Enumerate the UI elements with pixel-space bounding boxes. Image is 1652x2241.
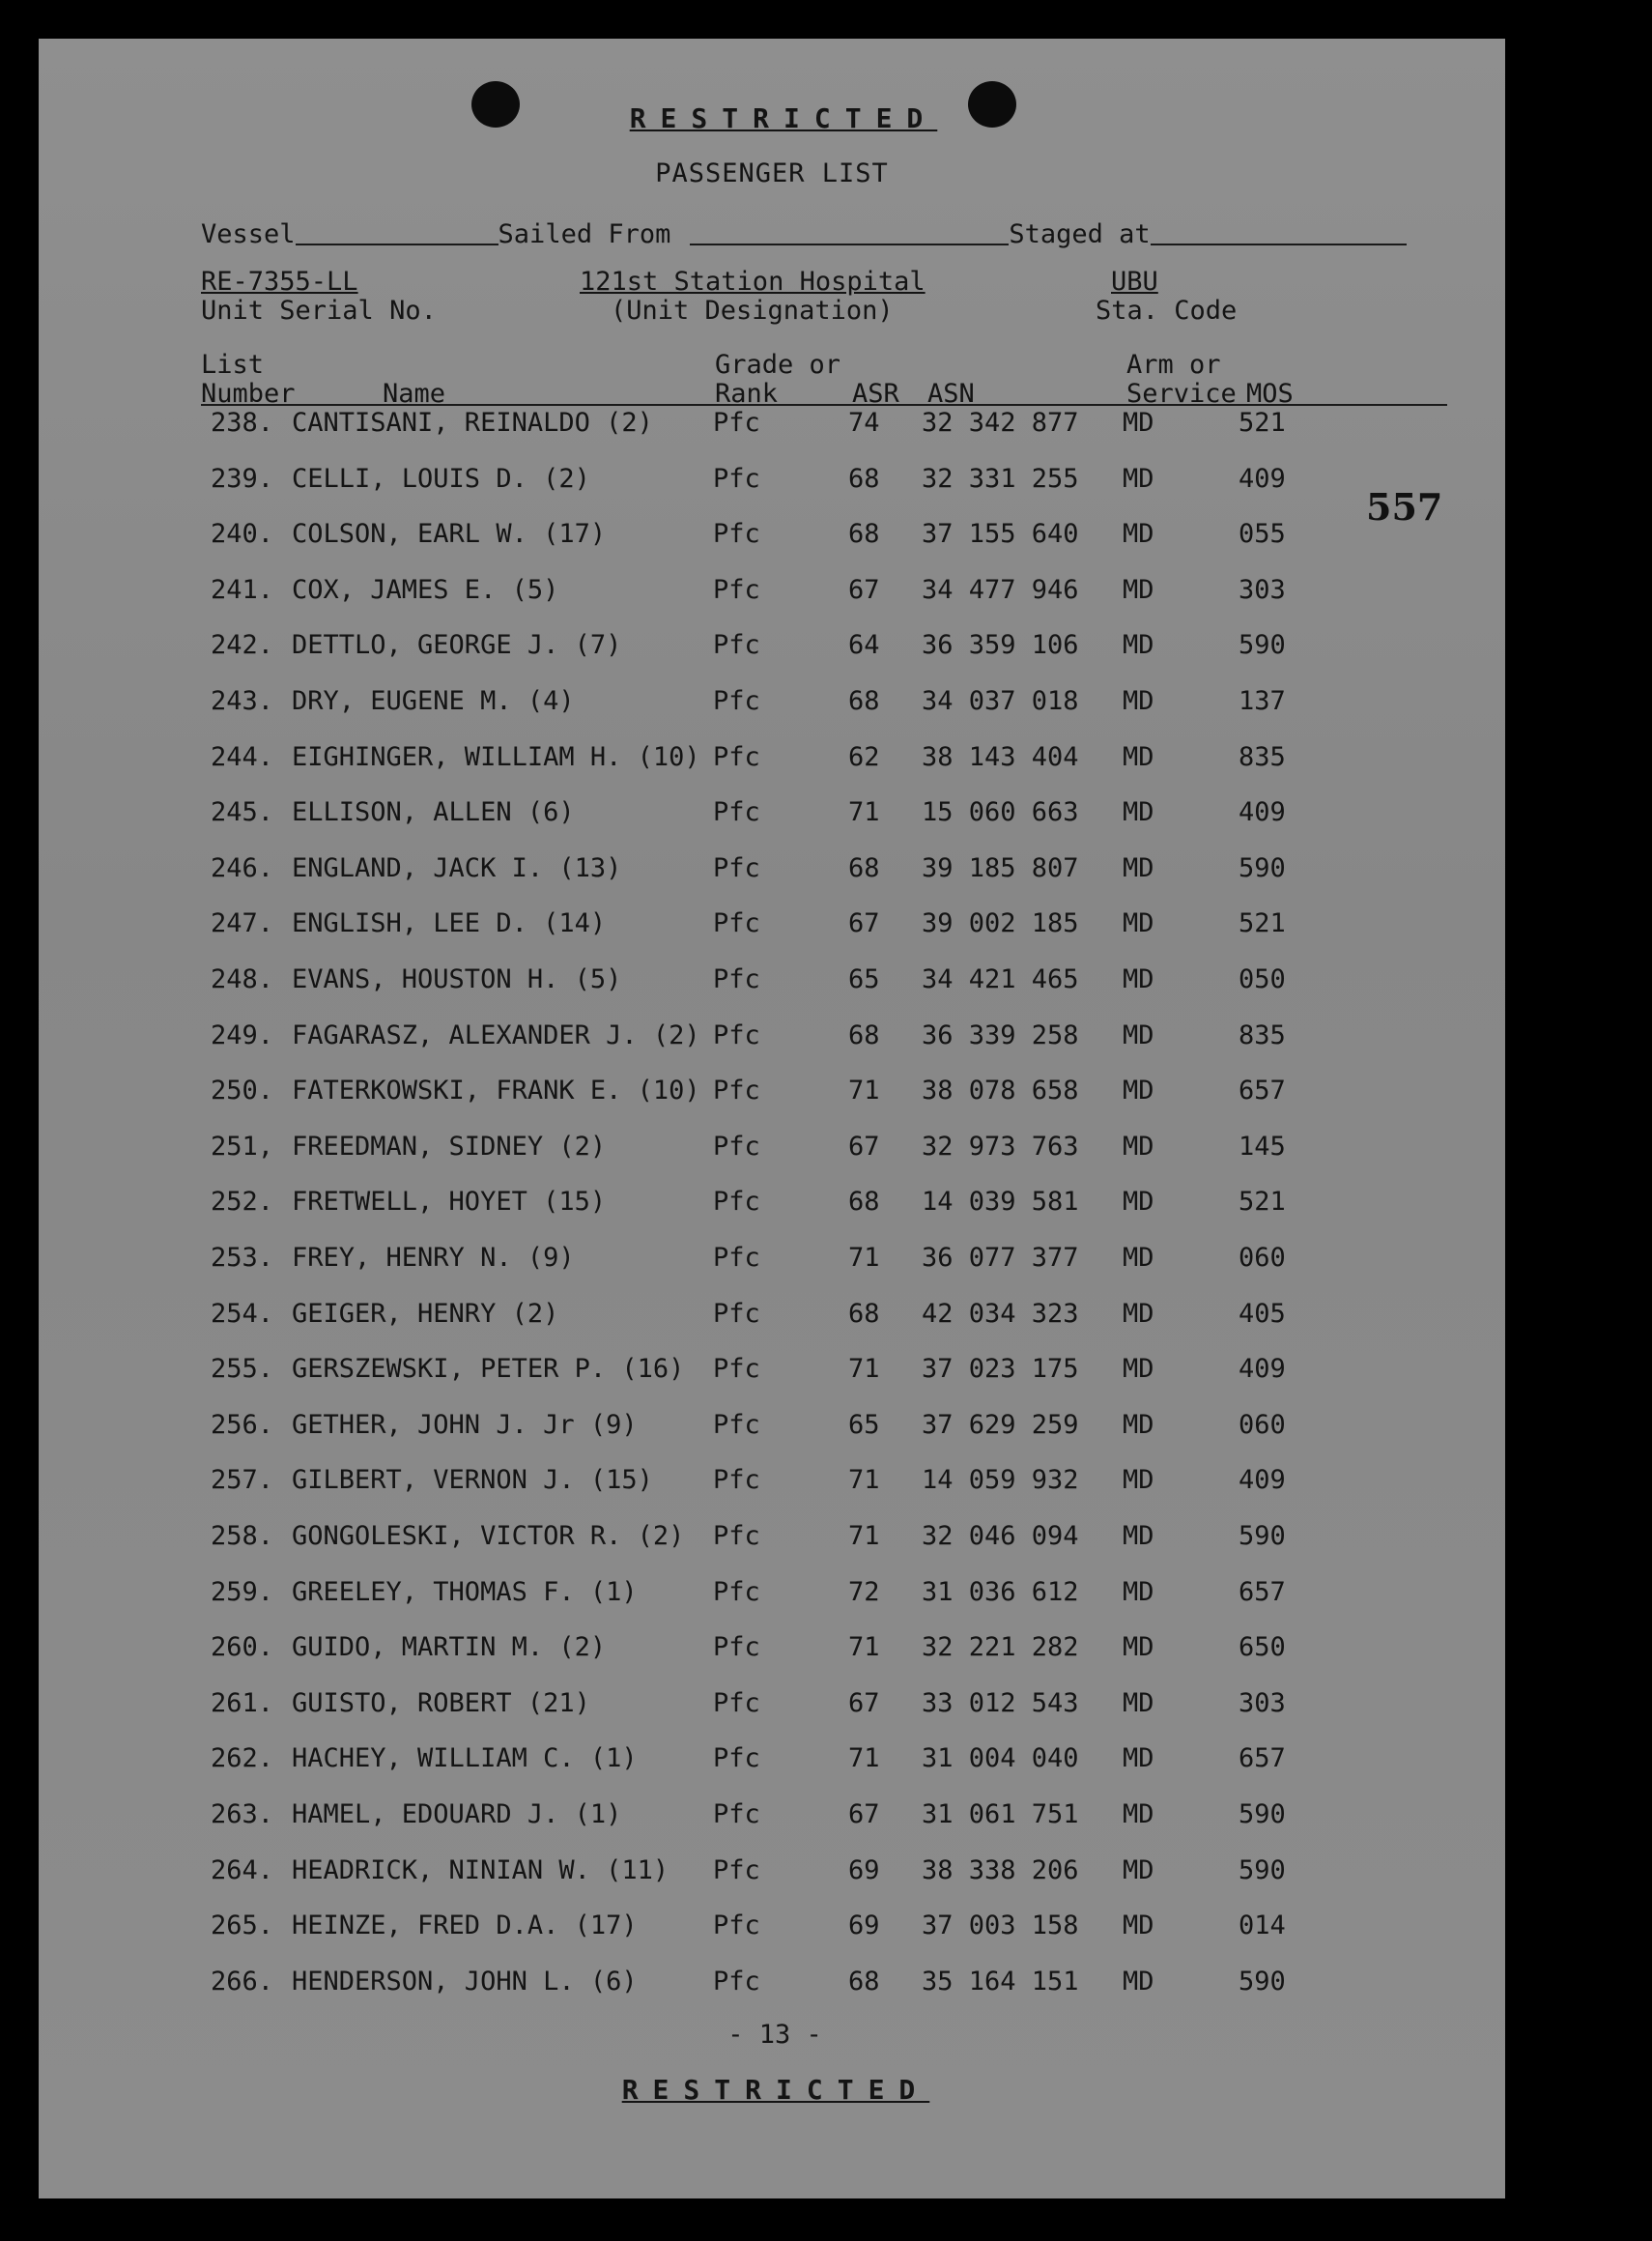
passenger-name: GILBERT, VERNON J. (15) (292, 1465, 653, 1496)
table-row (39, 742, 1505, 777)
arm-service: MD (1123, 1020, 1154, 1050)
list-number: 249. (211, 1020, 274, 1050)
passenger-name: HENDERSON, JOHN L. (6) (292, 1966, 638, 1997)
table-row (39, 1855, 1505, 1890)
table-row (39, 1521, 1505, 1556)
asn: 31 061 751 (922, 1799, 1079, 1829)
asr: 68 (848, 519, 880, 550)
asn: 38 078 658 (922, 1076, 1079, 1106)
list-number: 263. (211, 1799, 274, 1829)
col-arm-line1: Arm or (1126, 350, 1221, 380)
arm-service: MD (1123, 797, 1154, 828)
arm-service: MD (1123, 1076, 1154, 1106)
asr: 68 (848, 1298, 880, 1329)
asn: 32 973 763 (922, 1131, 1079, 1162)
asr: 67 (848, 908, 880, 939)
col-mos: MOS (1246, 379, 1294, 409)
mos: 409 (1239, 463, 1286, 494)
grade: Pfc (713, 519, 760, 550)
passenger-name: GEIGER, HENRY (2) (292, 1298, 559, 1329)
table-row (39, 797, 1505, 832)
asr: 74 (848, 408, 880, 438)
table-row (39, 1465, 1505, 1500)
asn: 39 185 807 (922, 852, 1079, 883)
list-number: 245. (211, 797, 274, 828)
list-number: 241. (211, 574, 274, 605)
arm-service: MD (1123, 1966, 1154, 1997)
vessel-line (201, 211, 1447, 249)
table-row (39, 408, 1505, 443)
grade: Pfc (713, 1966, 760, 1997)
asr: 68 (848, 1187, 880, 1218)
staged-at-label: Staged at (1009, 219, 1151, 249)
asr: 71 (848, 1521, 880, 1551)
passenger-name: DRY, EUGENE M. (4) (292, 686, 575, 716)
arm-service: MD (1123, 852, 1154, 883)
passenger-name: ENGLISH, LEE D. (14) (292, 908, 607, 939)
list-number: 259. (211, 1576, 274, 1607)
grade: Pfc (713, 686, 760, 716)
mos: 409 (1239, 1465, 1286, 1496)
station-code-label: Sta. Code (1096, 296, 1238, 326)
mos: 657 (1239, 1743, 1286, 1774)
list-number: 251, (211, 1131, 274, 1162)
grade: Pfc (713, 1854, 760, 1885)
asn: 37 003 158 (922, 1911, 1079, 1941)
grade: Pfc (713, 1187, 760, 1218)
document-page (39, 39, 1505, 2198)
mos: 590 (1239, 852, 1286, 883)
mos: 657 (1239, 1076, 1286, 1106)
list-number: 247. (211, 908, 274, 939)
arm-service: MD (1123, 408, 1154, 438)
table-row (39, 1354, 1505, 1389)
asr: 68 (848, 1966, 880, 1997)
list-number: 250. (211, 1076, 274, 1106)
list-number: 258. (211, 1521, 274, 1551)
mos: 521 (1239, 1187, 1286, 1218)
asr: 69 (848, 1911, 880, 1941)
arm-service: MD (1123, 1243, 1154, 1273)
list-number: 240. (211, 519, 274, 550)
passenger-name: HACHEY, WILLIAM C. (1) (292, 1743, 638, 1774)
staged-at-blank (1151, 238, 1407, 245)
arm-service: MD (1123, 1131, 1154, 1162)
passenger-name: EIGHINGER, WILLIAM H. (10) (292, 741, 700, 772)
grade: Pfc (713, 1521, 760, 1551)
asn: 37 155 640 (922, 519, 1079, 550)
arm-service: MD (1123, 1187, 1154, 1218)
asn: 39 002 185 (922, 908, 1079, 939)
arm-service: MD (1123, 1298, 1154, 1329)
table-row (39, 1911, 1505, 1945)
col-arm-line2: Service (1126, 379, 1237, 409)
asr: 67 (848, 574, 880, 605)
arm-service: MD (1123, 1743, 1154, 1774)
col-asn: ASN (927, 379, 975, 409)
asr: 71 (848, 1465, 880, 1496)
arm-service: MD (1123, 1854, 1154, 1885)
passenger-name: FREEDMAN, SIDNEY (2) (292, 1131, 607, 1162)
asr: 67 (848, 1799, 880, 1829)
grade: Pfc (713, 1799, 760, 1829)
asn: 37 023 175 (922, 1354, 1079, 1385)
grade: Pfc (713, 1020, 760, 1050)
arm-service: MD (1123, 519, 1154, 550)
asn: 34 421 465 (922, 964, 1079, 994)
passenger-name: HAMEL, EDOUARD J. (1) (292, 1799, 622, 1829)
mos: 835 (1239, 1020, 1286, 1050)
table-row (39, 908, 1505, 943)
grade: Pfc (713, 1911, 760, 1941)
grade: Pfc (713, 964, 760, 994)
mos: 409 (1239, 797, 1286, 828)
asn: 31 036 612 (922, 1576, 1079, 1607)
table-row (39, 630, 1505, 665)
arm-service: MD (1123, 463, 1154, 494)
passenger-name: HEADRICK, NINIAN W. (11) (292, 1854, 669, 1885)
grade: Pfc (713, 1409, 760, 1440)
passenger-name: GUIDO, MARTIN M. (2) (292, 1632, 607, 1663)
asn: 36 359 106 (922, 630, 1079, 661)
mos: 060 (1239, 1243, 1286, 1273)
list-number: 248. (211, 964, 274, 994)
passenger-name: FAGARASZ, ALEXANDER J. (2) (292, 1020, 700, 1050)
col-list-number-line1: List (201, 350, 265, 380)
table-row (39, 1967, 1505, 2001)
table-row (39, 853, 1505, 888)
asn: 42 034 323 (922, 1298, 1079, 1329)
grade: Pfc (713, 741, 760, 772)
grade: Pfc (713, 630, 760, 661)
list-number: 246. (211, 852, 274, 883)
grade: Pfc (713, 1076, 760, 1106)
asn: 37 629 259 (922, 1409, 1079, 1440)
vessel-label: Vessel (201, 219, 296, 249)
arm-service: MD (1123, 741, 1154, 772)
passenger-name: DETTLO, GEORGE J. (7) (292, 630, 622, 661)
asn: 32 221 282 (922, 1632, 1079, 1663)
mos: 055 (1239, 519, 1286, 550)
passenger-name: ELLISON, ALLEN (6) (292, 797, 575, 828)
asr: 68 (848, 686, 880, 716)
asn: 38 338 206 (922, 1854, 1079, 1885)
grade: Pfc (713, 797, 760, 828)
asn: 32 331 255 (922, 463, 1079, 494)
passenger-name: FRETWELL, HOYET (15) (292, 1187, 607, 1218)
table-row (39, 1688, 1505, 1723)
mos: 590 (1239, 1521, 1286, 1551)
list-number: 252. (211, 1187, 274, 1218)
mos: 657 (1239, 1576, 1286, 1607)
grade: Pfc (713, 852, 760, 883)
grade: Pfc (713, 1243, 760, 1273)
passenger-name: GERSZEWSKI, PETER P. (16) (292, 1354, 685, 1385)
asr: 62 (848, 741, 880, 772)
asr: 65 (848, 964, 880, 994)
asr: 71 (848, 797, 880, 828)
grade: Pfc (713, 1354, 760, 1385)
asn: 33 012 543 (922, 1687, 1079, 1718)
passenger-name: EVANS, HOUSTON H. (5) (292, 964, 622, 994)
table-row (39, 1632, 1505, 1667)
list-number: 265. (211, 1911, 274, 1941)
passenger-name: COX, JAMES E. (5) (292, 574, 559, 605)
unit-designation-value: 121st Station Hospital (580, 267, 926, 297)
asr: 71 (848, 1243, 880, 1273)
col-list-number-line2: Number (201, 379, 296, 409)
list-number: 257. (211, 1465, 274, 1496)
grade: Pfc (713, 574, 760, 605)
grade: Pfc (713, 1576, 760, 1607)
list-number: 242. (211, 630, 274, 661)
mos: 590 (1239, 630, 1286, 661)
table-row (39, 464, 1505, 499)
asr: 68 (848, 463, 880, 494)
table-row (39, 1799, 1505, 1834)
col-grade-line1: Grade or (715, 350, 841, 380)
passenger-name: ENGLAND, JACK I. (13) (292, 852, 622, 883)
grade: Pfc (713, 1465, 760, 1496)
mos: 050 (1239, 964, 1286, 994)
document-title: PASSENGER LIST (655, 158, 889, 188)
passenger-name: COLSON, EARL W. (17) (292, 519, 607, 550)
vessel-blank (296, 238, 498, 245)
table-row (39, 1410, 1505, 1445)
mos: 590 (1239, 1799, 1286, 1829)
list-number: 254. (211, 1298, 274, 1329)
asn: 32 342 877 (922, 408, 1079, 438)
mos: 145 (1239, 1131, 1286, 1162)
asr: 64 (848, 630, 880, 661)
arm-service: MD (1123, 686, 1154, 716)
asr: 67 (848, 1131, 880, 1162)
table-row (39, 519, 1505, 554)
page-number: - 13 - (727, 2020, 822, 2050)
table-row (39, 1020, 1505, 1055)
grade: Pfc (713, 463, 760, 494)
grade: Pfc (713, 1632, 760, 1663)
grade: Pfc (713, 408, 760, 438)
passenger-name: CANTISANI, REINALDO (2) (292, 408, 653, 438)
arm-service: MD (1123, 908, 1154, 939)
mos: 590 (1239, 1854, 1286, 1885)
asn: 32 046 094 (922, 1521, 1079, 1551)
passenger-name: GREELEY, THOMAS F. (1) (292, 1576, 638, 1607)
asn: 38 143 404 (922, 741, 1079, 772)
header-rule (201, 404, 1447, 406)
passenger-name: GETHER, JOHN J. Jr (9) (292, 1409, 638, 1440)
asr: 68 (848, 852, 880, 883)
asr: 72 (848, 1576, 880, 1607)
mos: 521 (1239, 908, 1286, 939)
list-number: 264. (211, 1854, 274, 1885)
grade: Pfc (713, 1743, 760, 1774)
asn: 36 339 258 (922, 1020, 1079, 1050)
mos: 303 (1239, 574, 1286, 605)
arm-service: MD (1123, 1687, 1154, 1718)
arm-service: MD (1123, 1409, 1154, 1440)
table-row (39, 686, 1505, 721)
asr: 65 (848, 1409, 880, 1440)
grade: Pfc (713, 1131, 760, 1162)
table-row (39, 575, 1505, 610)
mos: 405 (1239, 1298, 1286, 1329)
table-row (39, 964, 1505, 999)
arm-service: MD (1123, 1521, 1154, 1551)
table-row (39, 1743, 1505, 1778)
unit-serial-value: RE-7355-LL (201, 267, 358, 297)
table-row (39, 1243, 1505, 1278)
arm-service: MD (1123, 964, 1154, 994)
asn: 15 060 663 (922, 797, 1079, 828)
mos: 060 (1239, 1409, 1286, 1440)
arm-service: MD (1123, 1576, 1154, 1607)
asr: 67 (848, 1687, 880, 1718)
station-code-value: UBU (1111, 267, 1158, 297)
asr: 71 (848, 1076, 880, 1106)
grade: Pfc (713, 908, 760, 939)
asr: 71 (848, 1354, 880, 1385)
passenger-name: FREY, HENRY N. (9) (292, 1243, 575, 1273)
list-number: 266. (211, 1966, 274, 1997)
restricted-marking-bottom: RESTRICTED (621, 2074, 930, 2106)
list-number: 262. (211, 1743, 274, 1774)
sailed-from-label: Sailed From (498, 219, 671, 249)
mos: 137 (1239, 686, 1286, 716)
col-grade-line2: Rank (715, 379, 779, 409)
mos: 590 (1239, 1966, 1286, 1997)
list-number: 238. (211, 408, 274, 438)
asn: 14 039 581 (922, 1187, 1079, 1218)
table-row (39, 1132, 1505, 1166)
list-number: 260. (211, 1632, 274, 1663)
passenger-name: GUISTO, ROBERT (21) (292, 1687, 590, 1718)
list-number: 239. (211, 463, 274, 494)
passenger-name: HEINZE, FRED D.A. (17) (292, 1911, 638, 1941)
arm-service: MD (1123, 1354, 1154, 1385)
list-number: 255. (211, 1354, 274, 1385)
arm-service: MD (1123, 1911, 1154, 1941)
asr: 68 (848, 1020, 880, 1050)
asn: 36 077 377 (922, 1243, 1079, 1273)
mos: 650 (1239, 1632, 1286, 1663)
mos: 835 (1239, 741, 1286, 772)
asr: 71 (848, 1743, 880, 1774)
mos: 409 (1239, 1354, 1286, 1385)
mos: 521 (1239, 408, 1286, 438)
grade: Pfc (713, 1687, 760, 1718)
table-row (39, 1187, 1505, 1221)
col-asr: ASR (852, 379, 899, 409)
passenger-name: CELLI, LOUIS D. (2) (292, 463, 590, 494)
arm-service: MD (1123, 1799, 1154, 1829)
mos: 014 (1239, 1911, 1286, 1941)
list-number: 253. (211, 1243, 274, 1273)
list-number: 256. (211, 1409, 274, 1440)
table-row (39, 1577, 1505, 1612)
page-stamp-number: 557 (1366, 485, 1443, 529)
unit-designation-label: (Unit Designation) (611, 296, 894, 326)
asn: 34 477 946 (922, 574, 1079, 605)
unit-serial-label: Unit Serial No. (201, 296, 437, 326)
arm-service: MD (1123, 1632, 1154, 1663)
list-number: 261. (211, 1687, 274, 1718)
asn: 31 004 040 (922, 1743, 1079, 1774)
mos: 303 (1239, 1687, 1286, 1718)
table-row (39, 1299, 1505, 1334)
grade: Pfc (713, 1298, 760, 1329)
table-row (39, 1076, 1505, 1110)
sailed-from-blank (690, 238, 1009, 245)
list-number: 244. (211, 741, 274, 772)
passenger-name: FATERKOWSKI, FRANK E. (10) (292, 1076, 700, 1106)
asn: 35 164 151 (922, 1966, 1079, 1997)
asn: 14 059 932 (922, 1465, 1079, 1496)
restricted-marking-top: RESTRICTED (629, 102, 938, 134)
asr: 69 (848, 1854, 880, 1885)
passenger-name: GONGOLESKI, VICTOR R. (2) (292, 1521, 685, 1551)
list-number: 243. (211, 686, 274, 716)
asn: 34 037 018 (922, 686, 1079, 716)
arm-service: MD (1123, 574, 1154, 605)
asr: 71 (848, 1632, 880, 1663)
arm-service: MD (1123, 1465, 1154, 1496)
arm-service: MD (1123, 630, 1154, 661)
col-name: Name (383, 379, 446, 409)
